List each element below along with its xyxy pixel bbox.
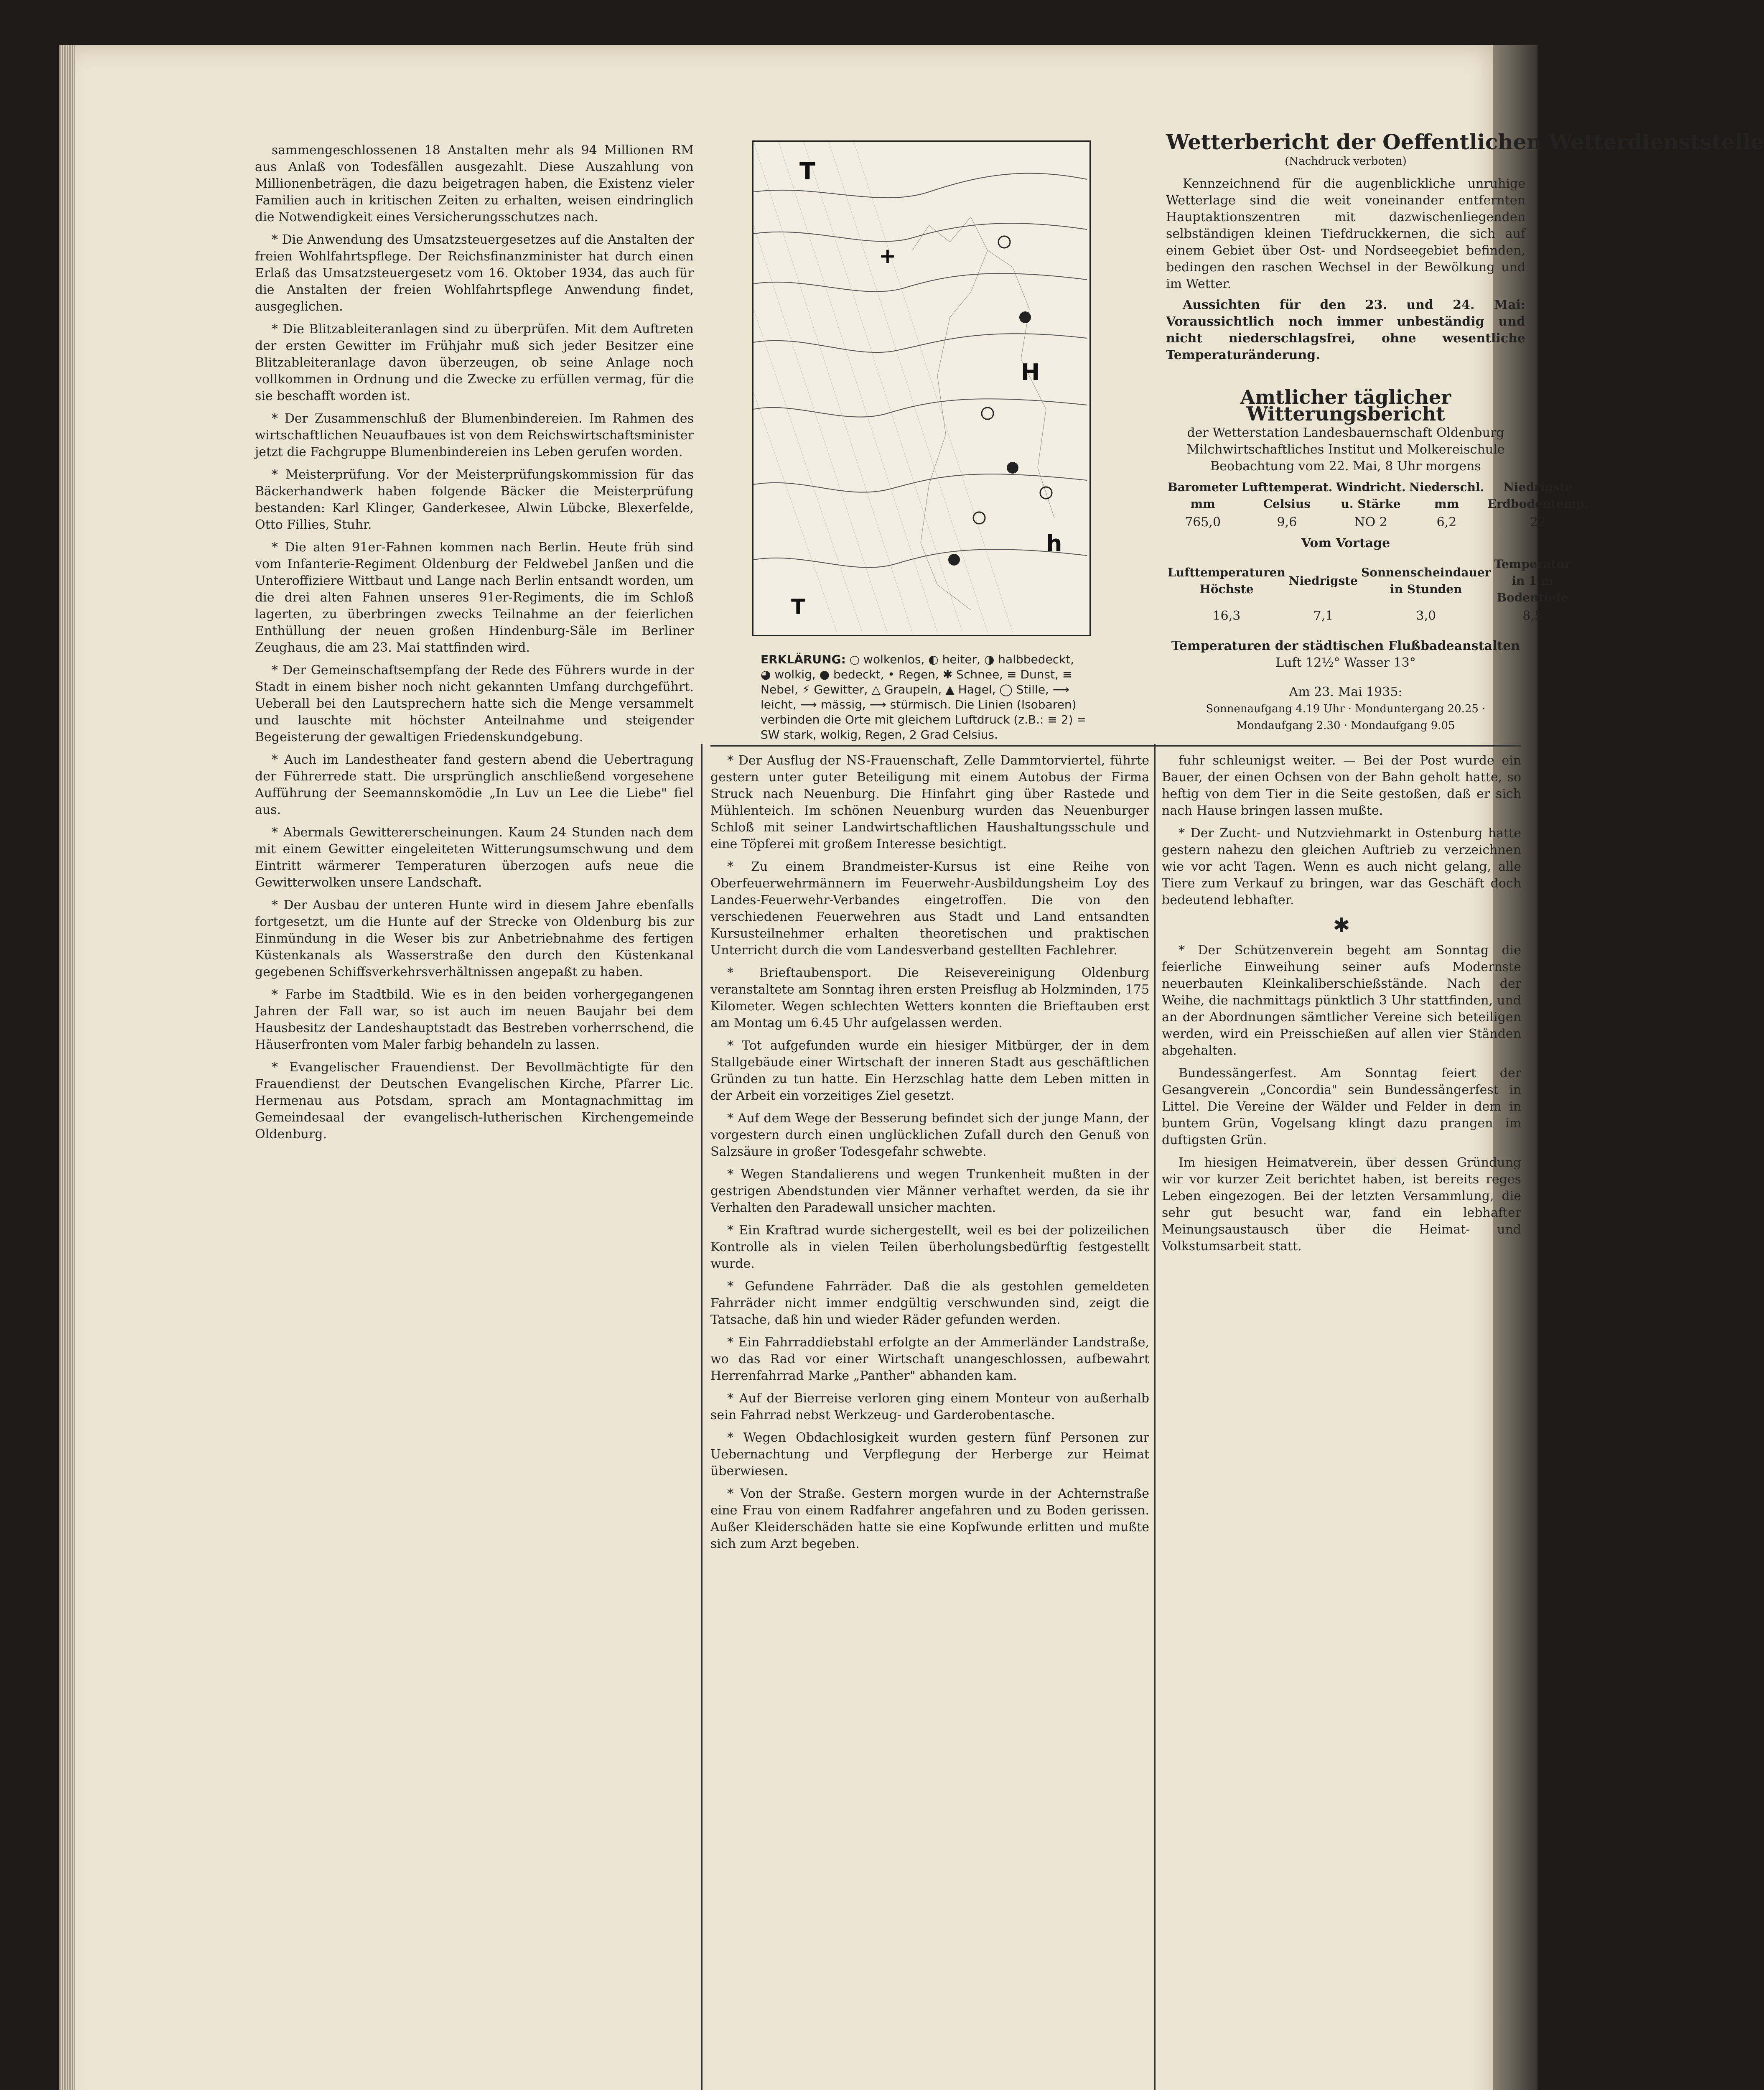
article: * Der Zucht- und Nutzviehmarkt in Ostenburg hatte gestern nahezu den gleichen Auftrieb zu verzeichnen wie vor acht Tagen. Wenn es auch nicht gelang, alle Tiere zum Verkauf zu bringen, war das Geschäft doch bedeutend lebhafter. <box>1162 826 1521 907</box>
weather-map <box>752 140 1091 636</box>
svg-text:h: h <box>1046 530 1062 557</box>
article: * Meisterprüfung. Vor der Meisterprüfungskommission für das Bäckerhandwerk haben folgende Bäcker die Meisterprüfung bestanden: Karl Klinger, Ganderkesee, Alwin Lübcke, Blexerfelde, Otto Fillies, Stuhr. <box>255 467 694 532</box>
article: * Von der Straße. Gestern morgen wurde in der Achternstraße eine Frau von einem Radfahrer angefahren und zu Boden gerissen. Außer Kleiderschäden hatte sie eine Kopfwunde erlitten und mußte sich zum Arzt begeben. <box>710 1486 1149 1551</box>
article: * Der Ausflug der NS-Frauenschaft, Zelle Dammtorviertel, führte gestern unter guter Beteiligung mit einem Autobus der Firma Struck nach Neuenburg. Die Hinfahrt ging über Rastede und Mühlenteich. Im schönen Neuenburg wurden das Neuenburger Schloß mit seiner Landwirtschaftlichen Haushaltungsschule und eine Töpferei mit großem Interesse besichtigt. <box>710 753 1149 851</box>
table-cell: 6,2 <box>1436 515 1457 530</box>
article: * Der Zusammenschluß der Blumenbindereien. Im Rahmen des wirtschaftlichen Neuaufbaues ist von dem Reichswirtschaftsminister jetzt die Fachgruppe Blumenbindereien ins Leben gerufen worden. <box>255 411 694 459</box>
weather-forecast: Aussichten für den 23. und 24. Mai: Voraussichtlich noch immer unbeständig und nicht niederschlagsfrei, ohne wesentliche Temperaturänderung. <box>1166 298 1525 362</box>
weather-map-drawing <box>753 142 1087 632</box>
table-cell: 9,6 <box>1277 515 1297 530</box>
table-header: Sonnenscheindauer in Stunden <box>1361 566 1491 596</box>
column-divider <box>1154 744 1156 2090</box>
article: * Evangelischer Frauendienst. Der Bevollmächtigte für den Frauendienst der Deutschen Evangelischen Kirche, Pfarrer Lic. Hermenau aus Potsdam, sprach am Montagnachmittag im Gemeindesaal der evangelisch-lutherischen Kirchengemeinde Oldenburg. <box>255 1060 694 1142</box>
legend-text: ○ wolkenlos, ◐ heiter, ◑ halbbedeckt, ◕ wolkig, ● bedeckt, • Regen, ✱ Schnee, ≡ Dunst, ≡ Nebel, ⚡ Gewitter, △ Graupeln, ▲ Hagel, ◯ Stille, ⟶ leicht, ⟶ mässig, ⟶ stürmisch. Die Linien (Isobaren) verbinden die Orte mit gleichem Luftdruck (z.B.: ≡ 2) = SW stark, wolkig, Regen, 2 Grad Celsius. <box>761 652 1087 742</box>
table-cell: 22 <box>1530 515 1546 530</box>
column-left <box>255 142 694 2090</box>
table-header: Lufttemperaturen Höchste <box>1168 566 1285 596</box>
svg-text:H: H <box>1021 359 1040 385</box>
weather-title: Wetterbericht der Oeffentlichen Wetterdienststelle <box>1166 130 1764 154</box>
table-cell: 765,0 <box>1185 515 1221 530</box>
article: * Tot aufgefunden wurde ein hiesiger Mitbürger, der in dem Stallgebäude einer Wirtschaft der inneren Stadt aus geschäftlichen Gründen zu tun hatte. Ein Herzschlag hatte dem Leben mitten in der Arbeit ein vorzeitiges Ziel gesetzt. <box>710 1038 1149 1103</box>
article: * Auf dem Wege der Besserung befindet sich der junge Mann, der vorgestern durch einen unglücklichen Zufall durch den Genuß von Salzsäure in großer Todesgefahr schwebte. <box>710 1111 1149 1159</box>
prev-day-table <box>1166 555 1573 625</box>
article: * Auch im Landestheater fand gestern abend die Uebertragung der Führerrede statt. Die ursprünglich anschließend vorgesehene Aufführung der Seemannskomödie „In Luv un Lee die Liebe" fiel aus. <box>255 752 694 817</box>
table-header: Niedrigste Erdbodentemp. <box>1487 480 1588 511</box>
water-temp-title: Temperaturen der städtischen Flußbadeanstalten <box>1171 639 1520 653</box>
station-name: der Wetterstation Landesbauernschaft Oldenburg Milchwirtschaftliches Institut und Molkereischule <box>1186 426 1505 457</box>
table-header: Temperatur in 1 m Bodentiefe <box>1494 557 1571 604</box>
article: * Ein Kraftrad wurde sichergestellt, weil es bei der polizeilichen Kontrolle als in vielen Teilen überholungsbedürftig festgestellt wurde. <box>710 1223 1149 1271</box>
weather-report <box>1166 130 1764 734</box>
table-cell: 16,3 <box>1212 609 1241 623</box>
table-cell: 7,1 <box>1313 609 1334 623</box>
article: * Die Blitzableiteranlagen sind zu überprüfen. Mit dem Auftreten der ersten Gewitter im Frühjahr muß sich jeder Besitzer eine Blitzableiteranlage davon überzeugen, ob seine Anlage noch vollkommen in Ordnung und die Zwecke zu erfüllen vermag, für die sie beschafft worden ist. <box>255 322 694 403</box>
article: * Gefundene Fahrräder. Daß die als gestohlen gemeldeten Fahrräder nicht immer endgültig verschwunden sind, zeigt die Tatsache, daß hin und wieder Räder gefunden werden. <box>710 1279 1149 1327</box>
article: * Ein Fahrraddiebstahl erfolgte an der Ammerländer Landstraße, wo das Rad vor einer Wirtschaft unangeschlossen, aufbewahrt Herrenfahrrad Marke „Panther" abhanden kam. <box>710 1335 1149 1383</box>
official-report-title: Amtlicher täglicher Witterungsbericht <box>1240 386 1451 425</box>
article: * Die alten 91er-Fahnen kommen nach Berlin. Heute früh sind vom Infanterie-Regiment Oldenburg der Feldwebel Janßen und die Unteroffiziere Wittbaut und Lange nach Berlin entsandt worden, um die drei alten Fahnen unseres 91er-Regiments, die im Schloß lagerten, zu überbringen zwecks Teilnahme an der feierlichen Enthüllung der neuen großen Hindenburg-Säle im Berliner Zeughaus, die am 23. Mai stattfinden wird. <box>255 540 694 655</box>
article: * Wegen Obdachlosigkeit wurden gestern fünf Personen zur Uebernachtung und Verpflegung der Herberge zur Heimat überwiesen. <box>710 1430 1149 1478</box>
article: * Farbe im Stadtbild. Wie es in den beiden vorhergegangenen Jahren der Fall war, so ist auch im neuen Baujahr bei dem Hausbesitz der Landeshauptstadt das Bestreben vorherrschend, die Häuserfronten vom Maler farbig behandeln zu lassen. <box>255 987 694 1052</box>
article: * Der Ausbau der unteren Hunte wird in diesem Jahre ebenfalls fortgesetzt, um die Hunte auf der Strecke von Oldenburg bis zur Einmündung in die Weser bis zur Anbetriebnahme des fertigen Küstenkanals als Wasserstraße den durch den Küstenkanal gegebenen Schiffsverkehrsverhältnissen angepaßt zu haben. <box>255 898 694 979</box>
water-temp-values: Luft 12½° Wasser 13° <box>1275 655 1416 670</box>
weather-note: (Nachdruck verboten) <box>1285 155 1407 168</box>
table-header: Lufttemperat. Celsius <box>1241 480 1333 511</box>
table-header: Niedrigste <box>1288 574 1358 588</box>
article: * Zu einem Brandmeister-Kursus ist eine Reihe von Oberfeuerwehrmännern im Feuerwehr-Ausbildungsheim Loy des Landes-Feuerwehr-Verbandes eingetroffen. Die von den verschiedenen Feuerwehren aus Stadt und Land entsandten Kursusteilnehmer erhalten theoretischen und praktischen Unterricht durch die vom Landesverband gestellten Fachlehrer. <box>710 859 1149 958</box>
table-cell: NO 2 <box>1354 515 1387 530</box>
table-cell: 3,0 <box>1416 609 1436 623</box>
article: * Brieftaubensport. Die Reisevereinigung Oldenburg veranstaltete am Sonntag ihren ersten Preisflug ab Holzminden, 175 Kilometer. Wegen schlechten Wetters konnten die Brieftauben erst am Montag um 6.45 Uhr aufgelassen werden. <box>710 966 1149 1030</box>
table-header: Niederschl. mm <box>1409 480 1484 511</box>
article: fuhr schleunigst weiter. — Bei der Post wurde ein Bauer, der einen Ochsen von der Bahn geholt hatte, so heftig von dem Tier in die Seite gestoßen, daß er sich nach Hause bringen lassen mußte. <box>1162 753 1521 818</box>
table-cell: 8,5 <box>1522 609 1543 623</box>
article: * Wegen Standalierens und wegen Trunkenheit mußten in der gestrigen Abendstunden vier Männer verhaftet werden, da sie ihr Verhalten den Paradewall unsicher machten. <box>710 1167 1149 1215</box>
legend-title: ERKLÄRUNG: <box>761 652 846 666</box>
article: * Die Anwendung des Umsatzsteuergesetzes auf die Anstalten der freien Wohlfahrtspflege. Der Reichsfinanzminister hat durch einen Erlaß das Umsatzsteuergesetz vom 16. Oktober 1934, das auch für die Anstalten der freien Wohlfahrtspflege Anwendung findet, ausgeglichen. <box>255 232 694 314</box>
article: Bundessängerfest. Am Sonntag feiert der Gesangverein „Concordia" sein Bundessängerfest in Littel. Die Vereine der Wälder und Felder in dem in buntem Grün, Vogelsang klingt dazu prangen im duftigsten Grün. <box>1162 1066 1521 1147</box>
article: * Der Gemeinschaftsempfang der Rede des Führers wurde in der Stadt in einem bisher noch nicht gekannten Umfang durchgeführt. Ueberall bei den Lautsprechern hatte sich die Menge versammelt und lauschte mit höchster Anteilnahme und steigender Begeisterung der gewaltigen Friedenskundgebung. <box>255 663 694 744</box>
article: * Auf der Bierreise verloren ging einem Monteur von außerhalb sein Fahrrad nebst Werkzeug- und Garderobentasche. <box>710 1391 1149 1422</box>
map-legend <box>761 652 1087 742</box>
svg-text:T: T <box>791 595 806 619</box>
date-line: Am 23. Mai 1935: <box>1289 685 1403 699</box>
svg-text:T: T <box>799 158 816 185</box>
article: Im hiesigen Heimatverein, über dessen Gründung wir vor kurzer Zeit berichtet haben, ist bereits reges Leben eingezogen. Bei der letzten Versammlung, die sehr gut besucht war, fand ein lebhafter Meinungsaustausch über die Heimat- und Volkstumsarbeit statt. <box>1162 1155 1521 1254</box>
section-star: ✱ <box>1333 914 1350 937</box>
column-middle <box>710 752 1149 2090</box>
horizontal-rule <box>710 745 1521 747</box>
sun-moon-times: Sonnenaufgang 4.19 Uhr · Monduntergang 20.25 · Mondaufgang 2.30 · Mondaufgang 9.05 <box>1206 703 1486 732</box>
column-divider <box>701 744 703 2090</box>
article: * Der Schützenverein begeht am Sonntag die feierliche Einweihung seiner aufs Modernste neuerbauten Kleinkaliberschießstände. Nach der Weihe, die nachmittags pünktlich 3 Uhr stattfinden, und an der Abordnungen sämtlicher Vereine sich beteiligen werden, wird ein Preisschießen auf allen vier Ständen abgehalten. <box>1162 943 1521 1058</box>
table-header: Barometer mm <box>1168 480 1238 511</box>
column-right <box>1162 752 1521 2090</box>
weather-intro: Kennzeichnend für die augenblickliche unruhige Wetterlage sind die weit voneinander entfernten Hauptaktionszentren mit dazwischenliegenden selbständigen kleinen Tiefdruckkernen, die sich auf einem Gebiet über Ost- und Nordseegebiet befinden, bedingen den raschen Wechsel in der Bewölkung und im Wetter. <box>1166 176 1525 291</box>
table-header: Windricht. u. Stärke <box>1336 480 1406 511</box>
article: sammengeschlossenen 18 Anstalten mehr als 94 Millionen RM aus Anlaß von Todesfällen ausgezahlt. Diese Auszahlung von Millionenbeträgen, die dazu beigetragen haben, die Existenz vieler Familien auch in kritischen Zeiten zu erhalten, weisen eindringlich die Notwendigkeit eines Versicherungsschutzes nach. <box>255 143 694 224</box>
page-edge <box>59 45 75 2090</box>
observation-time: Beobachtung vom 22. Mai, 8 Uhr morgens <box>1210 459 1481 474</box>
prev-day-heading: Vom Vortage <box>1301 536 1390 551</box>
svg-text:+: + <box>879 244 896 268</box>
observation-table <box>1166 478 1590 532</box>
article: * Abermals Gewittererscheinungen. Kaum 24 Stunden nach dem mit einem Gewitter eingeleiteten Witterungsumschwung und dem Eintritt wärmerer Temperaturen überzogen aufs neue die Gewitterwolken unsere Landschaft. <box>255 825 694 890</box>
